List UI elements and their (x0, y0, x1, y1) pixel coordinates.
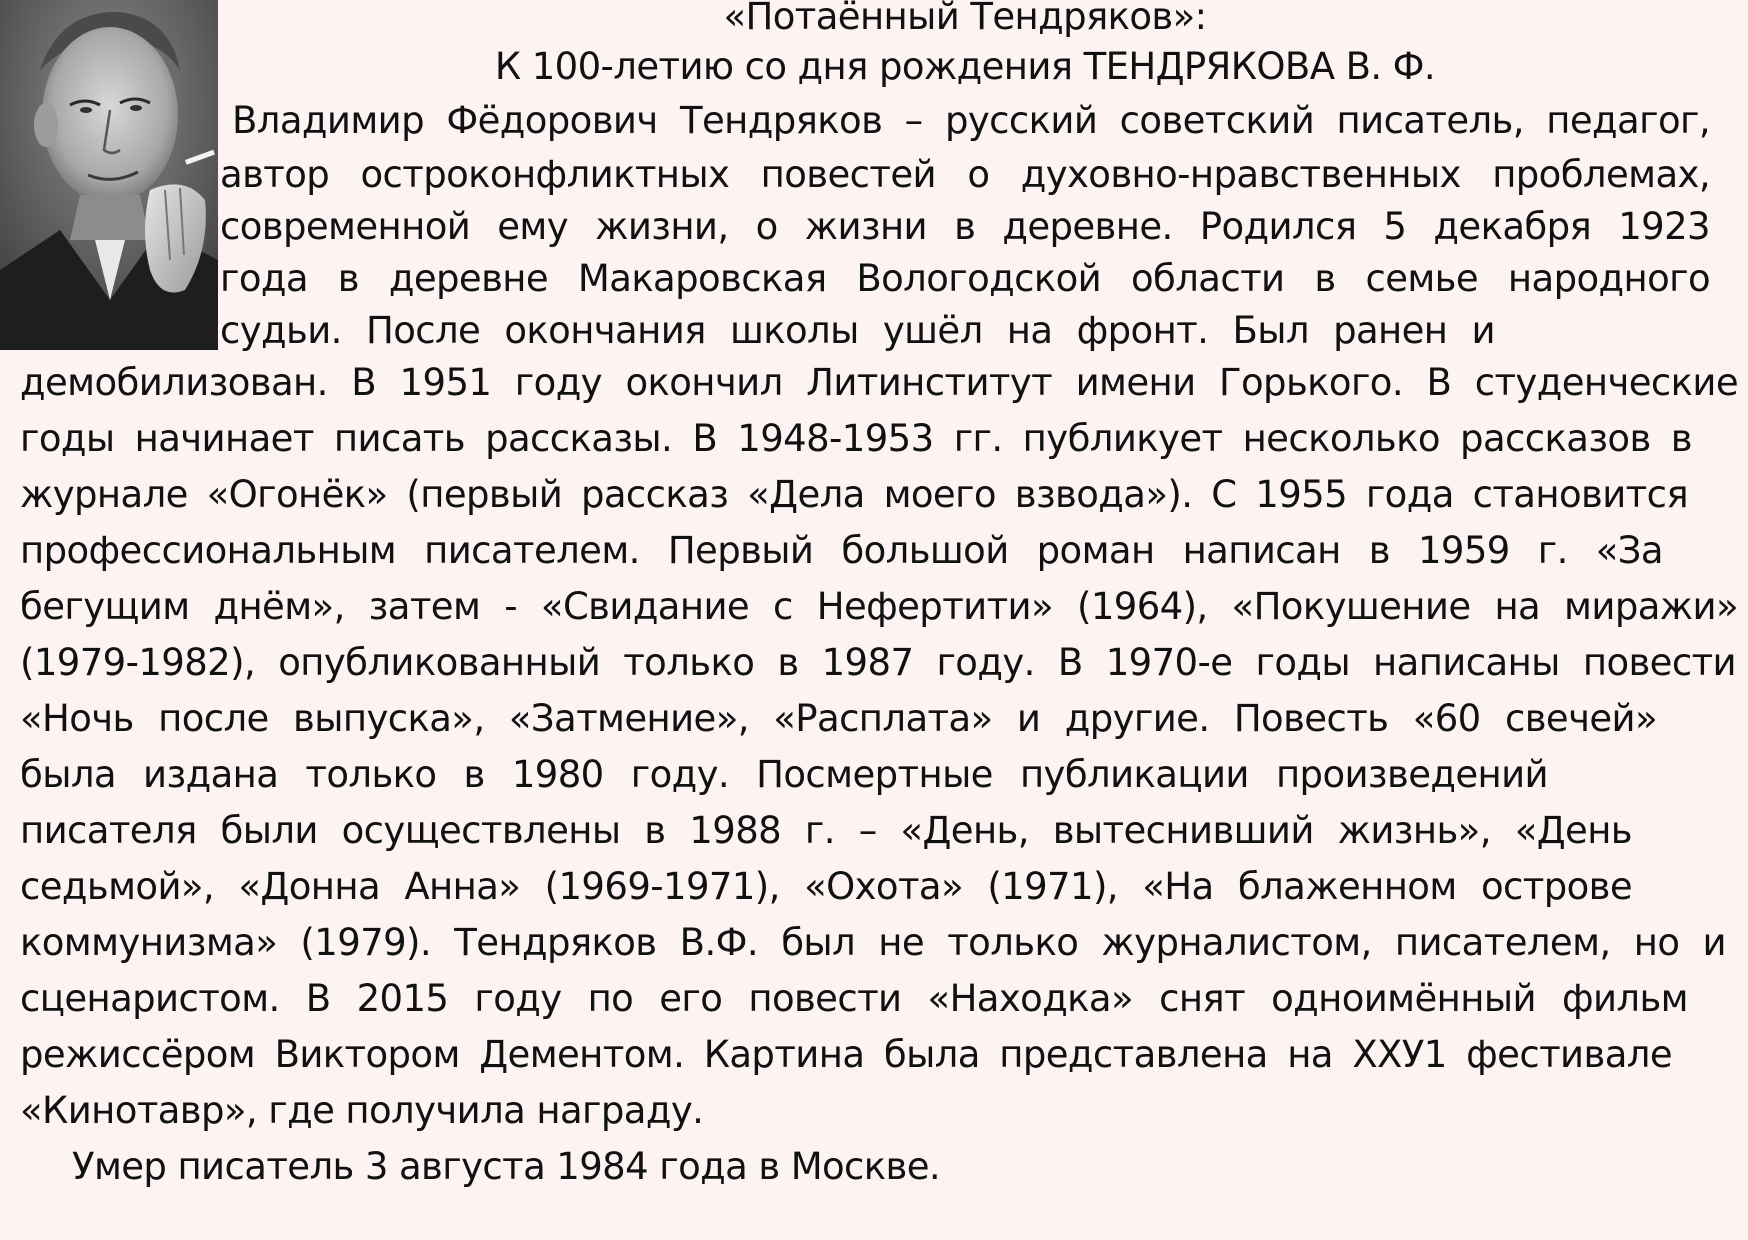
body-line: профессиональным писателем. Первый большой роман написан в 1959 г. «За (20, 529, 1663, 572)
body-line: «Ночь после выпуска», «Затмение», «Расплата» и другие. Повесть «60 свечей» (20, 697, 1657, 740)
article-subtitle: К 100-летию со дня рождения ТЕНДРЯКОВА В. Ф. (494, 45, 1436, 88)
body-line: (1979-1982), опубликованный только в 1987 году. В 1970-е годы написаны повести (20, 641, 1736, 684)
closing-line: Умер писатель 3 августа 1984 года в Москве. (72, 1145, 941, 1188)
body-line: режиссёром Виктором Дементом. Картина была представлена на ХХУ1 фестивале (20, 1033, 1672, 1076)
body-line: коммунизма» (1979). Тендряков В.Ф. был не только журналистом, писателем, но и (20, 921, 1726, 964)
body-line: годы начинает писать рассказы. В 1948-1953 гг. публикует несколько рассказов в (20, 417, 1692, 460)
body-line: современной ему жизни, о жизни в деревне. Родился 5 декабря 1923 (220, 205, 1710, 248)
body-line: судьи. После окончания школы ушёл на фронт. Был ранен и (220, 309, 1495, 352)
body-line: автор остроконфликтных повестей о духовно-нравственных проблемах, (220, 153, 1710, 196)
body-line: Владимир Фёдорович Тендряков – русский советский писатель, педагог, (232, 99, 1710, 142)
body-line: журнале «Огонёк» (первый рассказ «Дела моего взвода»). С 1955 года становится (20, 473, 1688, 516)
body-line: была издана только в 1980 году. Посмертные публикации произведений (20, 753, 1548, 796)
body-line: сценаристом. В 2015 году по его повести «Находка» снят одноимённый фильм (20, 977, 1688, 1020)
body-line: демобилизован. В 1951 году окончил Литинститут имени Горького. В студенческие (20, 361, 1738, 404)
body-line: бегущим днём», затем - «Свидание с Нефертити» (1964), «Покушение на миражи» (20, 585, 1738, 628)
article-title: «Потаённый Тендряков»: (723, 0, 1207, 38)
body-line: седьмой», «Донна Анна» (1969-1971), «Охота» (1971), «На блаженном острове (20, 865, 1632, 908)
body-line: года в деревне Макаровская Вологодской области в семье народного (220, 257, 1710, 300)
body-line: «Кинотавр», где получила награду. (20, 1089, 704, 1132)
portrait-photo (0, 0, 218, 350)
author-portrait (0, 0, 218, 350)
body-line: писателя были осуществлены в 1988 г. – «День, вытеснивший жизнь», «День (20, 809, 1632, 852)
